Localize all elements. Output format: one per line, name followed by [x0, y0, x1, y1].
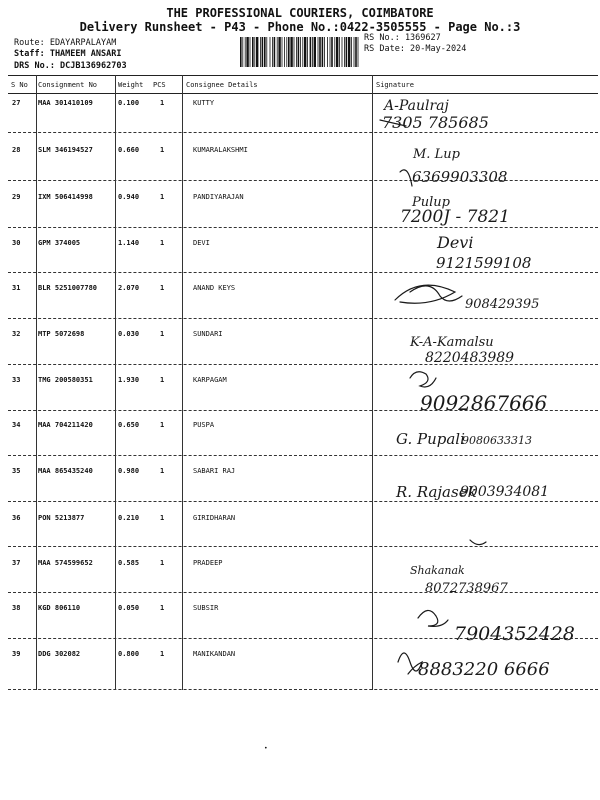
barcode-bar: [342, 37, 343, 67]
table-row: [0, 99, 600, 147]
barcode-bar: [274, 37, 276, 67]
svg-text:9003934081: 9003934081: [460, 484, 550, 500]
table-row: [0, 467, 600, 515]
row-weight: 0.800: [118, 650, 140, 658]
table-header-rule: [8, 93, 598, 94]
row-pcs: 1: [160, 99, 165, 107]
table-row: [0, 421, 600, 469]
row-sno: 30: [12, 239, 21, 247]
header-pcs: PCS: [153, 81, 166, 89]
row-pcs: 1: [160, 421, 165, 429]
svg-text:8883220 6666: 8883220 6666: [418, 659, 550, 680]
row-divider: [8, 318, 598, 319]
svg-text:7904352428: 7904352428: [454, 623, 575, 645]
barcode-bar: [254, 37, 255, 67]
row-consignee: KARPAGAM: [193, 376, 227, 384]
header-weight: Weight: [118, 81, 144, 89]
row-weight: 0.050: [118, 604, 140, 612]
barcode-bar: [318, 37, 319, 67]
svg-text:M. Lup: M. Lup: [413, 147, 460, 162]
row-consignment: IXM 506414998: [38, 193, 93, 201]
row-pcs: 1: [160, 467, 165, 475]
barcode-bar: [296, 37, 297, 67]
barcode-bar: [266, 37, 267, 67]
row-consignee: PANDIYARAJAN: [193, 193, 244, 201]
barcode-bar: [322, 37, 324, 67]
row-consignee: PUSPA: [193, 421, 215, 429]
row-sno: 39: [12, 650, 21, 658]
svg-text:8072738967: 8072738967: [425, 581, 508, 596]
row-sno: 29: [12, 193, 21, 201]
svg-text:6369903308: 6369903308: [412, 168, 508, 186]
svg-text:A-Paulraj: A-Paulraj: [384, 98, 449, 114]
row-sno: 28: [12, 146, 21, 154]
barcode-bar: [277, 37, 278, 67]
row-consignee: MANIKANDAN: [193, 650, 236, 658]
barcode-bar: [351, 37, 352, 67]
barcode-bar: [298, 37, 300, 67]
company-title: THE PROFESSIONAL COURIERS, COIMBATORE: [166, 6, 434, 20]
barcode-bar: [355, 37, 357, 67]
svg-text:G. Pupali: G. Pupali: [396, 430, 465, 448]
row-sno: 36: [12, 514, 21, 522]
row-divider: [8, 272, 598, 273]
row-weight: 1.930: [118, 376, 140, 384]
header-consignment: Consignment No: [38, 81, 98, 89]
row-weight: 2.070: [118, 284, 140, 292]
svg-text:9080633313: 9080633313: [462, 434, 532, 447]
row-divider: [8, 227, 598, 228]
table-row: [0, 514, 600, 562]
staff-label: Staff: THAMEEM ANSARI: [14, 49, 122, 59]
table-row: [0, 650, 600, 698]
barcode-bar: [331, 37, 333, 67]
page-dot: •: [264, 745, 268, 752]
row-sno: 33: [12, 376, 21, 384]
row-consignee: SUNDARI: [193, 330, 223, 338]
svg-text:9121599108: 9121599108: [436, 254, 532, 272]
row-pcs: 1: [160, 604, 165, 612]
row-consignee: PRADEEP: [193, 559, 223, 567]
row-pcs: 1: [160, 559, 165, 567]
row-divider: [8, 410, 598, 411]
barcode-bar: [252, 37, 254, 67]
barcode-bar: [324, 37, 325, 67]
row-consignee: KUTTY: [193, 99, 215, 107]
row-consignment: BLR 5251007780: [38, 284, 98, 292]
row-divider: [8, 689, 598, 690]
row-consignment: TMG 200580351: [38, 376, 93, 384]
row-pcs: 1: [160, 239, 165, 247]
row-sno: 31: [12, 284, 21, 292]
row-sno: 38: [12, 604, 21, 612]
barcode-bar: [284, 37, 285, 67]
row-consignee: DEVI: [193, 239, 210, 247]
row-divider: [8, 592, 598, 593]
row-sno: 37: [12, 559, 21, 567]
row-divider: [8, 364, 598, 365]
table-row: [0, 284, 600, 332]
row-consignment: GPM 374005: [38, 239, 81, 247]
row-pcs: 1: [160, 514, 165, 522]
barcode-bar: [330, 37, 331, 67]
row-pcs: 1: [160, 376, 165, 384]
barcode-bar: [319, 37, 321, 67]
row-consignment: DDG 302082: [38, 650, 81, 658]
row-weight: 0.980: [118, 467, 140, 475]
barcode-bar: [336, 37, 338, 67]
barcode-bar: [278, 37, 280, 67]
barcode-bar: [290, 37, 292, 67]
row-weight: 0.940: [118, 193, 140, 201]
barcode-bar: [312, 37, 313, 67]
svg-text:K-A-Kamalsu: K-A-Kamalsu: [410, 335, 494, 350]
table-top-rule: [8, 75, 598, 76]
barcode-bar: [282, 37, 283, 67]
row-consignee: KUMARALAKSHMI: [193, 146, 248, 154]
rs-date: RS Date: 20-May-2024: [364, 44, 467, 54]
svg-text:Devi: Devi: [437, 233, 474, 252]
svg-text:8220483989: 8220483989: [425, 350, 515, 366]
row-weight: 0.030: [118, 330, 140, 338]
row-divider: [8, 180, 598, 181]
barcode-bar: [286, 37, 287, 67]
row-weight: 0.585: [118, 559, 140, 567]
barcode-bar: [288, 37, 290, 67]
row-consignment: MAA 574599652: [38, 559, 93, 567]
row-pcs: 1: [160, 330, 165, 338]
row-consignment: PON 5213877: [38, 514, 85, 522]
table-row: [0, 604, 600, 652]
table-row: [0, 330, 600, 378]
barcode-bar: [339, 37, 340, 67]
barcode-bar: [307, 37, 308, 67]
barcode-bar: [245, 37, 246, 67]
barcode-bar: [242, 37, 243, 67]
barcode-bar: [344, 37, 345, 67]
row-sno: 35: [12, 467, 21, 475]
row-divider: [8, 501, 598, 502]
row-consignment: MAA 301410109: [38, 99, 93, 107]
header-consignee: Consignee Details: [186, 81, 258, 89]
row-sno: 27: [12, 99, 21, 107]
row-consignee: ANAND KEYS: [193, 284, 236, 292]
row-weight: 0.210: [118, 514, 140, 522]
row-consignee: SABARI RAJ: [193, 467, 236, 475]
svg-text:7200J - 7821: 7200J - 7821: [400, 207, 510, 227]
row-weight: 0.660: [118, 146, 140, 154]
row-consignee: SUBSIR: [193, 604, 219, 612]
row-divider: [8, 546, 598, 547]
barcode-bar: [250, 37, 251, 67]
barcode-bar: [262, 37, 264, 67]
barcode-bar: [264, 37, 266, 67]
barcode-bar: [348, 37, 350, 67]
svg-text:R. Rajasek: R. Rajasek: [396, 483, 477, 501]
barcode-bar: [334, 37, 335, 67]
barcode-bar: [240, 37, 242, 67]
header-sno: S No: [11, 81, 28, 89]
row-weight: 1.140: [118, 239, 140, 247]
row-pcs: 1: [160, 284, 165, 292]
drs-number: DRS No.: DCJB136962703: [14, 61, 127, 71]
header-signature: Signature: [376, 81, 414, 89]
barcode-bar: [246, 37, 248, 67]
rs-number: RS No.: 1369627: [364, 33, 441, 43]
barcode-bar: [270, 37, 271, 67]
table-row: [0, 559, 600, 607]
barcode-bar: [272, 37, 273, 67]
barcode-bar: [327, 37, 328, 67]
table-row: [0, 376, 600, 424]
barcode-bar: [260, 37, 261, 67]
barcode-bar: [300, 37, 301, 67]
barcode-bar: [354, 37, 355, 67]
barcode-bar: [294, 37, 295, 67]
row-divider: [8, 638, 598, 639]
row-consignee: GIRIDHARAN: [193, 514, 236, 522]
barcode-bar: [302, 37, 303, 67]
barcode-bar: [346, 37, 348, 67]
svg-text:9092867666: 9092867666: [420, 391, 548, 415]
barcode: [240, 37, 360, 67]
svg-text:7305 785685: 7305 785685: [382, 113, 489, 132]
svg-text:908429395: 908429395: [465, 297, 540, 312]
row-consignment: MTP 5072698: [38, 330, 85, 338]
row-consignment: KGD 806110: [38, 604, 81, 612]
svg-text:Shakanak: Shakanak: [410, 564, 465, 577]
barcode-bar: [314, 37, 316, 67]
row-weight: 0.650: [118, 421, 140, 429]
row-pcs: 1: [160, 146, 165, 154]
table-row: [0, 239, 600, 287]
route-label: Route: EDAYARPALAYAM: [14, 38, 117, 48]
table-row: [0, 146, 600, 194]
table-row: [0, 193, 600, 241]
barcode-bar: [304, 37, 306, 67]
svg-text:Pulup: Pulup: [412, 195, 450, 210]
barcode-bar: [358, 37, 359, 67]
row-consignment: MAA 865435240: [38, 467, 93, 475]
row-divider: [8, 455, 598, 456]
row-pcs: 1: [160, 650, 165, 658]
barcode-bar: [256, 37, 258, 67]
barcode-bar: [310, 37, 312, 67]
row-consignment: MAA 704211420: [38, 421, 93, 429]
row-consignment: SLM 346194527: [38, 146, 93, 154]
runsheet-title: Delivery Runsheet - P43 - Phone No.:0422-3505555 - Page No.:3: [79, 20, 521, 34]
row-divider: [8, 132, 598, 133]
row-weight: 0.100: [118, 99, 140, 107]
row-pcs: 1: [160, 193, 165, 201]
row-sno: 34: [12, 421, 21, 429]
row-sno: 32: [12, 330, 21, 338]
